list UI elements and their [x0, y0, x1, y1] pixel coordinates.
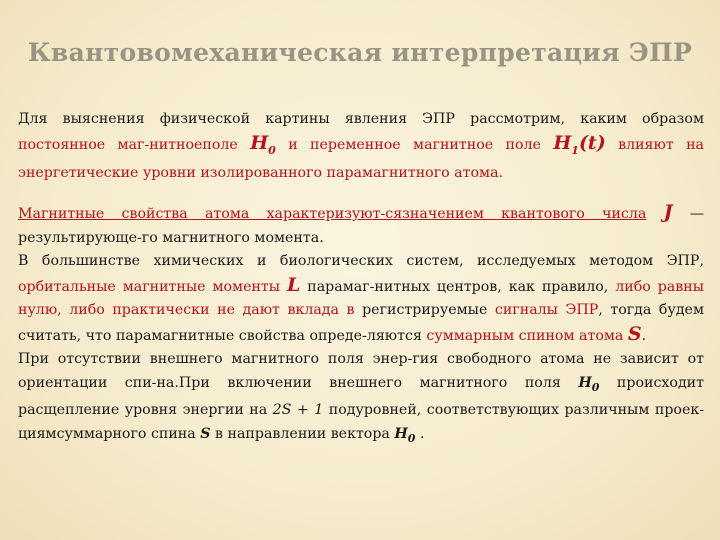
- p4-text-1: При отсутствии внешнего магнитного поля энер-гия свободного атома не зависит от ориентации спи-на.При включении внешнего магнитного поля: [18, 351, 704, 391]
- p3-text-6: сигналы ЭПР: [494, 302, 599, 319]
- p2-text-2: — результирующе-го магнитного момента.: [18, 206, 705, 246]
- paragraph-1: [18, 108, 704, 185]
- paragraph-2: [18, 201, 704, 250]
- p4-text-5: .: [415, 425, 425, 442]
- h1-symbol: $H_1(t)$: [553, 131, 606, 157]
- p3-text-1: В большинстве химических и биологических систем, исследуемых методом ЭПР,: [18, 253, 704, 270]
- h0-symbol-2: $H_0$: [578, 374, 600, 394]
- h0-symbol-3: $H_0$: [394, 425, 416, 445]
- p2-text-1: Магнитные свойства атома характеризуют-сязначением квантового числа: [18, 206, 647, 223]
- p3-text-4: либо равны нулю, либо практически не дают вклада в: [18, 278, 704, 319]
- p3-text-5: регистрируемые: [354, 302, 495, 319]
- p3-text-2: орбитальные магнитные моменты: [18, 278, 287, 295]
- p4-text-2: происходит расщепление уровня энергии на: [18, 374, 704, 419]
- l-symbol: L: [286, 273, 301, 296]
- j-symbol: J: [663, 201, 673, 224]
- h0-symbol: $H_0$: [250, 131, 276, 157]
- p1-text-4: влияют на энергетические уровни изолированного парамагнитного атома.: [18, 136, 705, 181]
- p3-text-8: суммарным спином атома: [426, 327, 628, 344]
- p1-text-2: постоянное маг-нитноеполе: [18, 136, 251, 153]
- level-count-expr: 2S + 1: [272, 402, 324, 419]
- paragraph-4: [18, 348, 704, 450]
- p3-text-9: .: [641, 327, 647, 344]
- p1-text-3: и переменное магнитное поле: [275, 136, 554, 153]
- s-symbol-2: S: [200, 425, 211, 442]
- p4-text-4: в направлении вектора: [210, 425, 395, 442]
- s-symbol: S: [627, 322, 642, 345]
- paragraph-3: [18, 250, 704, 348]
- p3-text-3: парамаг-нитных центров, как правило,: [300, 278, 616, 295]
- slide-title: Квантовомеханическая интерпретация ЭПР: [27, 38, 693, 67]
- slide-body: [18, 108, 704, 450]
- p3-text-7: , тогда будем считать, что парамагнитные свойства опреде-ляются: [18, 302, 704, 344]
- p1-text-1: Для выяснения физической картины явления ЭПР рассмотрим, каким образом: [18, 111, 704, 127]
- p4-text-3: подуровней, соответствующих различным проек-циямсуммарного спина: [18, 402, 705, 442]
